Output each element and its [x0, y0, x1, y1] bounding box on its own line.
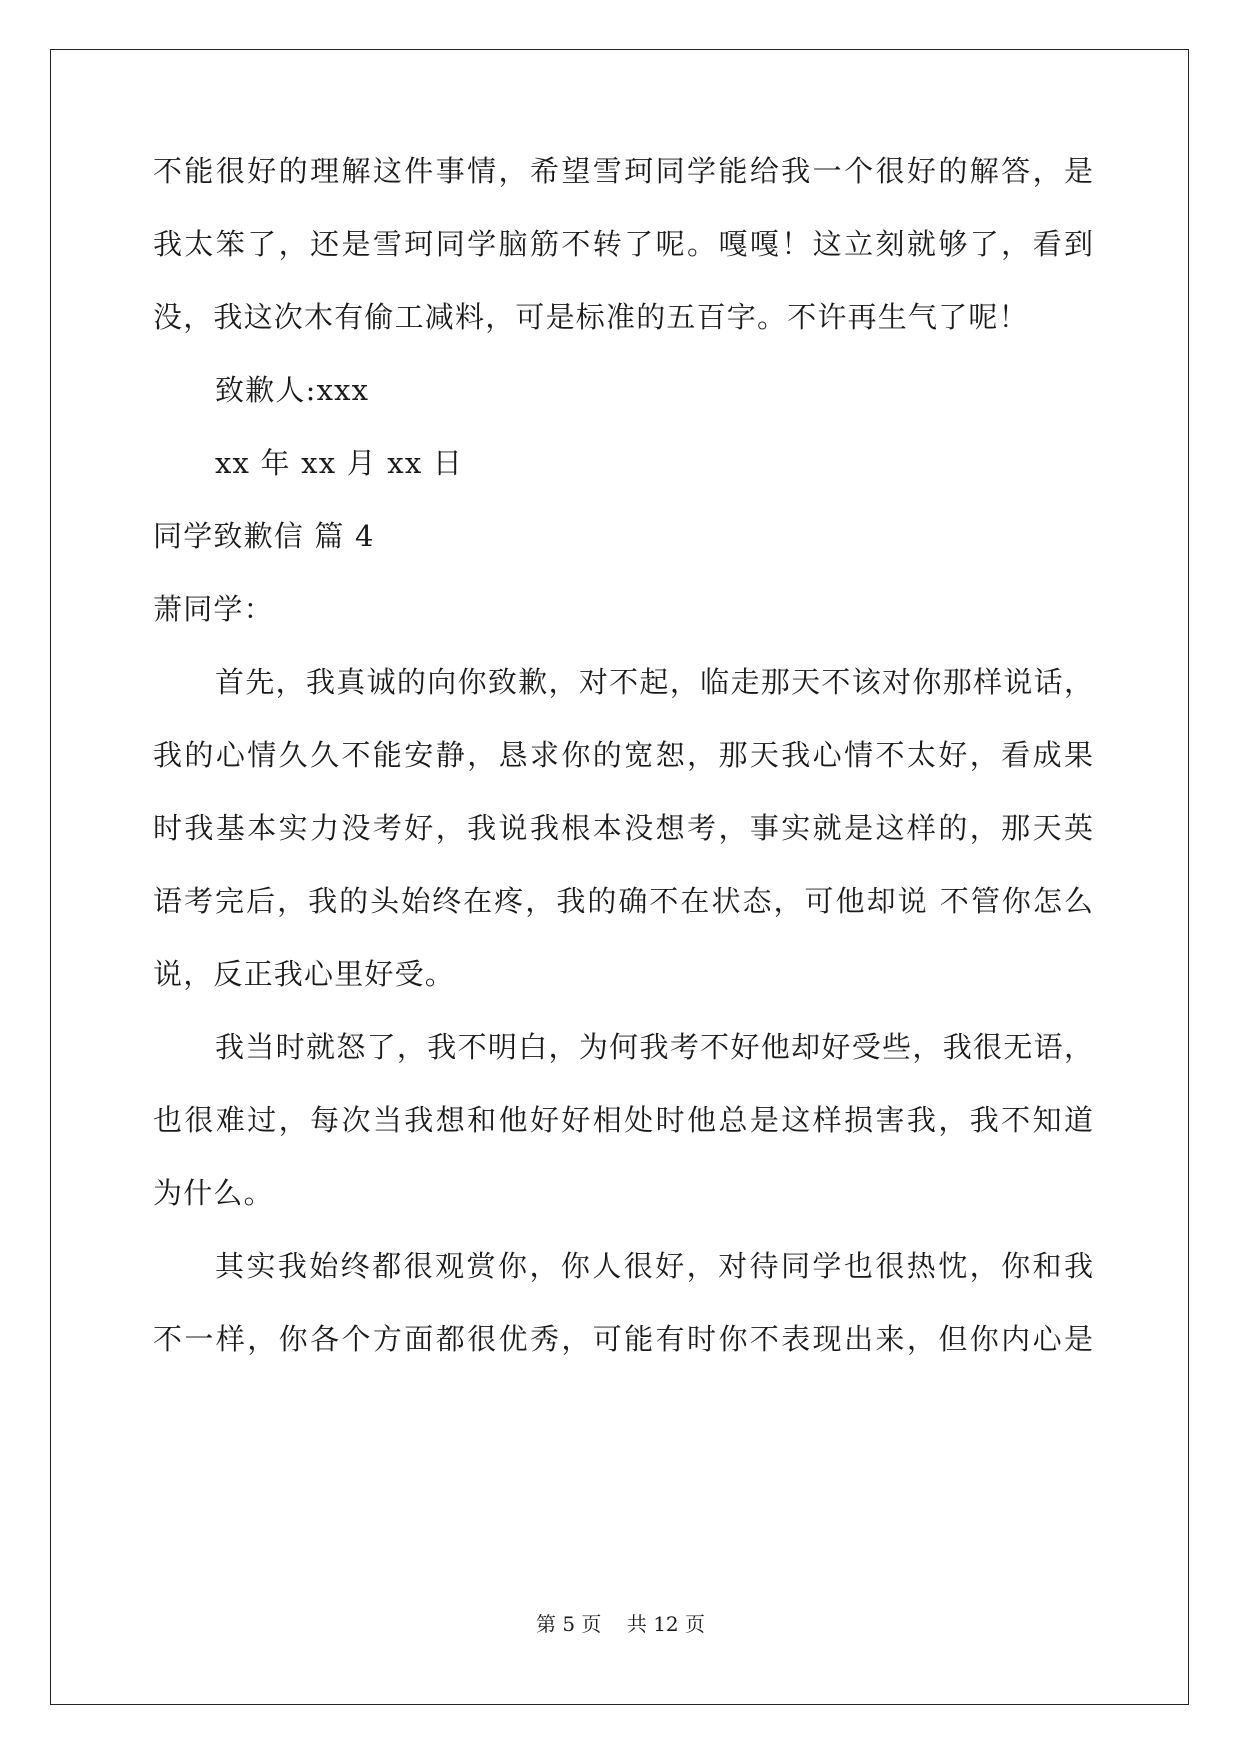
paragraph-line: 不能很好的理解这件事情，希望雪珂同学能给我一个很好的解答，是 [153, 154, 1093, 188]
section-heading: 同学致歉信 篇 4 [153, 519, 375, 553]
signature-line: 致歉人:xxx [215, 373, 370, 407]
paragraph-line: 语考完后，我的头始终在疼，我的确不在状态，可他却说 不管你怎么 [153, 884, 1093, 918]
date-line: xx 年 xx 月 xx 日 [215, 446, 464, 480]
paragraph-line: 说，反正我心里好受。 [153, 957, 456, 991]
paragraph-line: 我的心情久久不能安静，恳求你的宽恕，那天我心情不太好，看成果 [153, 738, 1093, 772]
paragraph-line: 时我基本实力没考好，我说我根本没想考，事实就是这样的，那天英 [153, 811, 1093, 845]
paragraph-line: 首先，我真诚的向你致歉，对不起，临走那天不该对你那样说话， [215, 665, 1093, 699]
paragraph-line: 不一样，你各个方面都很优秀，可能有时你不表现出来，但你内心是 [153, 1322, 1093, 1356]
page-number-footer: 第 5 页 共 12 页 [535, 1612, 706, 1636]
paragraph-line: 为什么。 [153, 1176, 274, 1210]
paragraph-line: 没，我这次木有偷工减料，可是标准的五百字。不许再生气了呢！ [153, 300, 1029, 334]
salutation: 萧同学： [153, 592, 274, 626]
paragraph-line: 也很难过，每次当我想和他好好相处时他总是这样损害我，我不知道 [153, 1103, 1093, 1137]
paragraph-line: 我当时就怒了，我不明白，为何我考不好他却好受些，我很无语， [215, 1030, 1093, 1064]
paragraph-line: 其实我始终都很观赏你，你人很好，对待同学也很热忱，你和我 [215, 1249, 1093, 1283]
paragraph-line: 我太笨了，还是雪珂同学脑筋不转了呢。嘎嘎！这立刻就够了，看到 [153, 227, 1093, 261]
